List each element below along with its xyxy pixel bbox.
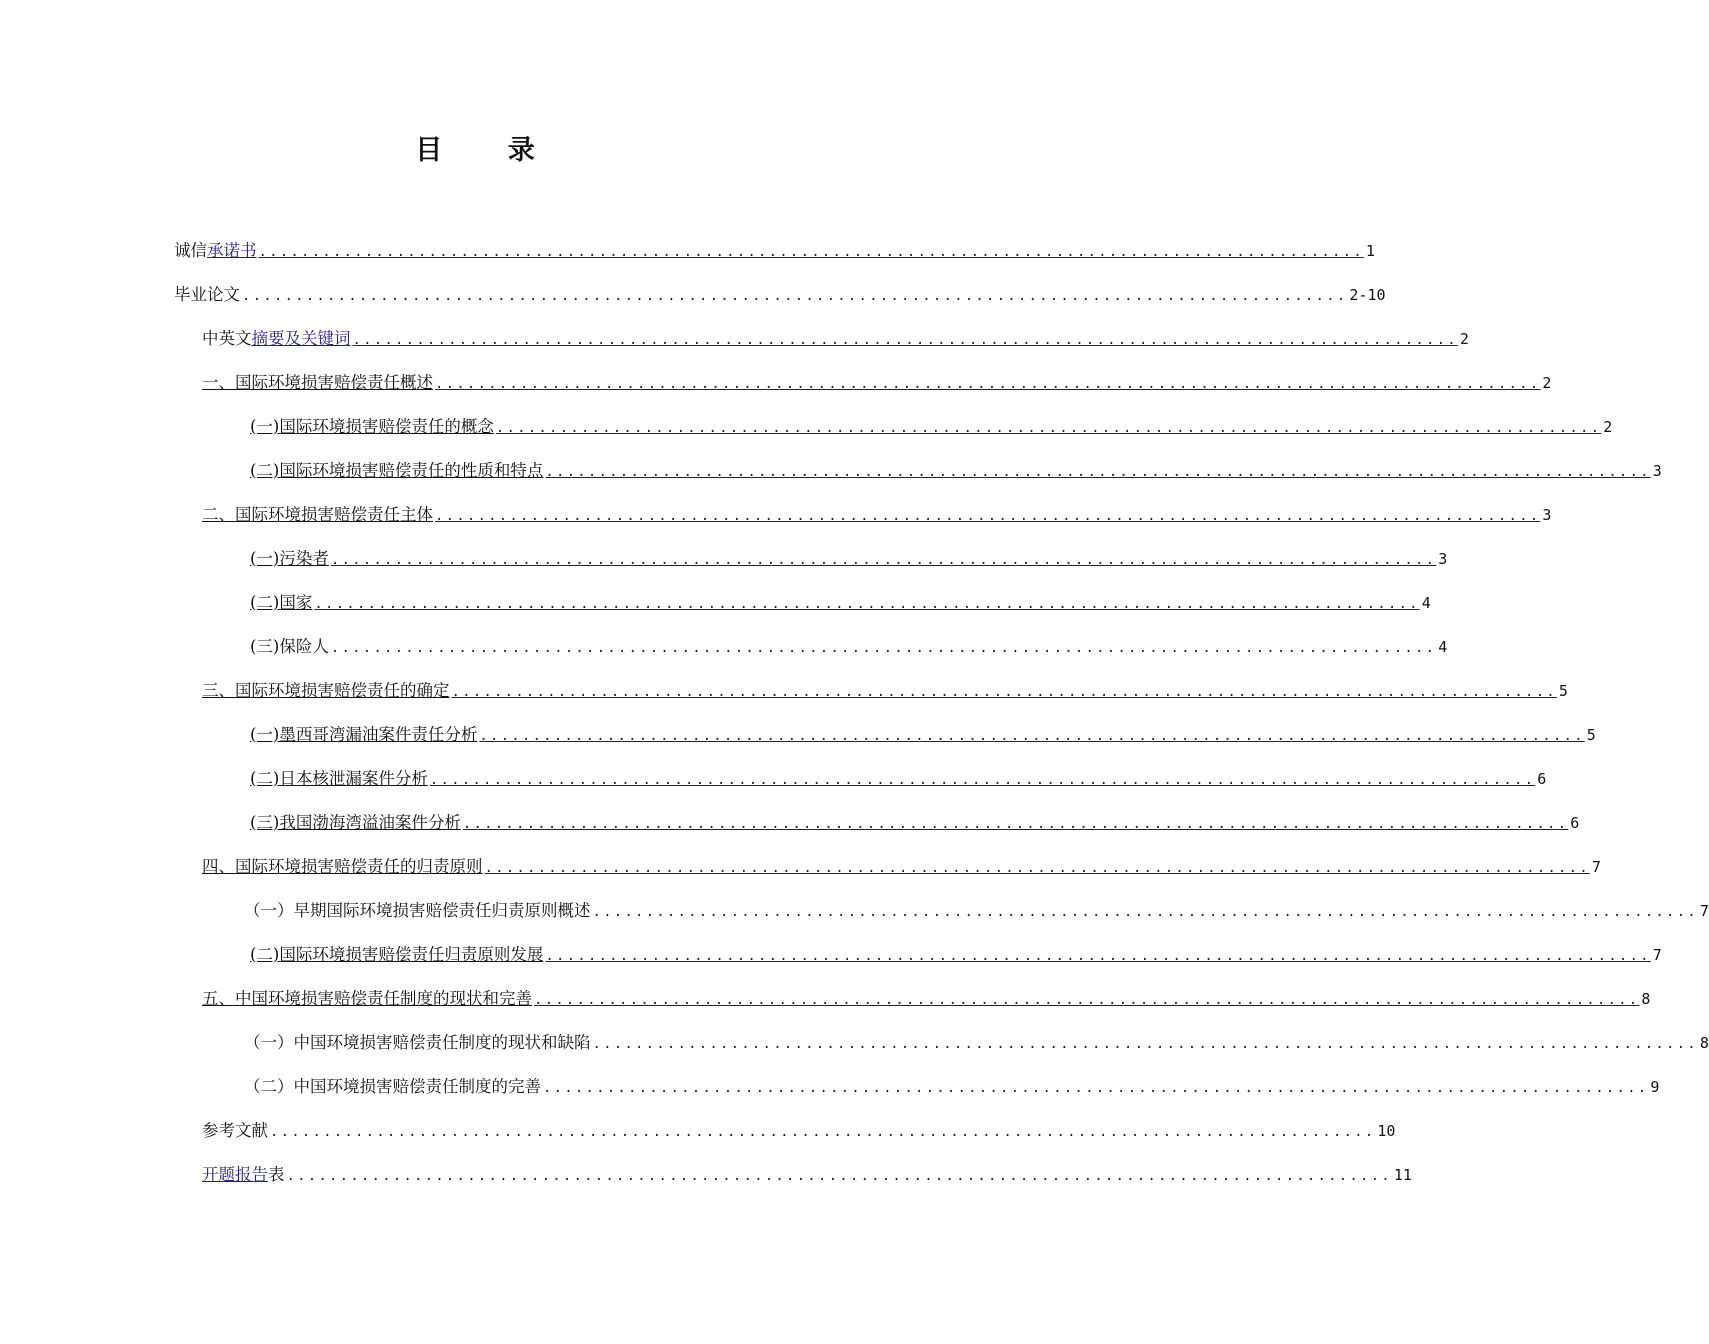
page-title: 目 录 xyxy=(415,135,563,166)
toc-leader-dots: ........................................................................................................ xyxy=(545,948,1651,964)
toc-entry-label: 二、国际环境损害赔偿责任主体 xyxy=(202,505,433,524)
toc-entry-label: (二)国家 xyxy=(250,593,313,612)
toc-entry[interactable] xyxy=(202,502,1552,528)
toc-leader-dots: ........................................................................................................ xyxy=(534,992,1640,1008)
toc-leader-dots: ........................................................................................................ xyxy=(270,1124,1376,1140)
toc-leader-dots: ........................................................................................................ xyxy=(484,860,1590,876)
toc-page-number: 6 xyxy=(1537,770,1547,788)
toc-entry[interactable] xyxy=(250,414,1613,440)
toc-entry-label: 参考文献 xyxy=(202,1121,268,1140)
toc-entry[interactable] xyxy=(202,678,1568,704)
toc-entry-link[interactable]: 开题报告 xyxy=(202,1165,268,1184)
toc-page-number: 11 xyxy=(1393,1166,1412,1184)
toc-entry-link[interactable]: 承诺书 xyxy=(207,241,257,260)
toc-entry[interactable] xyxy=(202,370,1552,396)
toc-entry[interactable] xyxy=(244,1074,1660,1100)
toc-leader-dots: ........................................................................................................ xyxy=(330,552,1437,568)
toc-entry-label: (一)国际环境损害赔偿责任的概念 xyxy=(250,417,494,436)
toc-entry[interactable] xyxy=(202,986,1651,1012)
toc-page-number: 10 xyxy=(1377,1122,1396,1140)
toc-leader-dots: ........................................................................................................ xyxy=(286,1168,1392,1184)
toc-leader-dots: ........................................................................................................ xyxy=(592,1036,1698,1052)
toc-entry-label: 表 xyxy=(268,1165,285,1184)
toc-entry-label: 五、中国环境损害赔偿责任制度的现状和完善 xyxy=(202,989,532,1008)
toc-page-number: 7 xyxy=(1652,946,1662,964)
toc-entry[interactable] xyxy=(244,898,1709,924)
toc-entry[interactable] xyxy=(202,1118,1396,1144)
toc-entry[interactable] xyxy=(244,1030,1709,1056)
toc-page-number: 2 xyxy=(1603,418,1613,436)
toc-leader-dots: ........................................................................................................ xyxy=(543,1080,1649,1096)
toc-entry-link[interactable]: 摘要及关键词 xyxy=(251,329,351,348)
toc-entry-label: (一)墨西哥湾漏油案件责任分析 xyxy=(250,725,478,744)
toc-entry[interactable] xyxy=(250,722,1596,748)
toc-page-number: 4 xyxy=(1438,638,1448,656)
toc-leader-dots: ........................................................................................................ xyxy=(330,640,1437,656)
toc-page-number: 8 xyxy=(1641,990,1651,1008)
toc-page-number: 2 xyxy=(1542,374,1552,392)
toc-entry-label: (二)国际环境损害赔偿责任归责原则发展 xyxy=(250,945,544,964)
toc-leader-dots: ........................................................................................................ xyxy=(592,904,1698,920)
toc-entry[interactable] xyxy=(250,546,1448,572)
toc-entry[interactable] xyxy=(250,634,1448,660)
toc-page-number: 7 xyxy=(1699,902,1709,920)
toc-leader-dots: ........................................................................................................ xyxy=(462,816,1569,832)
toc-entry-label: （一）中国环境损害赔偿责任制度的现状和缺陷 xyxy=(244,1033,591,1052)
toc-leader-dots: ........................................................................................................ xyxy=(545,464,1651,480)
toc-entry[interactable] xyxy=(250,590,1431,616)
toc-entry-label: (三)保险人 xyxy=(250,637,329,656)
toc-entry-label: (一)污染者 xyxy=(250,549,329,568)
toc-page-number: 8 xyxy=(1699,1034,1709,1052)
toc-entry-label: （一）早期国际环境损害赔偿责任归责原则概述 xyxy=(244,901,591,920)
toc-page-number: 5 xyxy=(1558,682,1568,700)
toc-leader-dots: ........................................................................................................ xyxy=(451,684,1557,700)
toc-entry[interactable] xyxy=(250,942,1662,968)
toc-leader-dots: ........................................................................................................ xyxy=(352,332,1458,348)
toc-leader-dots: ........................................................................................................ xyxy=(479,728,1585,744)
toc-page-number: 4 xyxy=(1421,594,1431,612)
toc-entry[interactable] xyxy=(250,766,1547,792)
toc-page-number: 1 xyxy=(1365,242,1375,260)
toc-entry-label: 一、国际环境损害赔偿责任概述 xyxy=(202,373,433,392)
toc-entry[interactable] xyxy=(202,1162,1412,1188)
toc-entry[interactable] xyxy=(202,854,1601,880)
toc-leader-dots: ........................................................................................................ xyxy=(242,288,1348,304)
toc-entry[interactable] xyxy=(174,238,1375,264)
toc-page-number: 2-10 xyxy=(1349,286,1386,304)
toc-entry-label: 四、国际环境损害赔偿责任的归责原则 xyxy=(202,857,483,876)
toc-entry[interactable] xyxy=(174,282,1386,308)
toc-leader-dots: ........................................................................................................ xyxy=(314,596,1420,612)
toc-page-number: 9 xyxy=(1650,1078,1660,1096)
toc-entry-label: (二)日本核泄漏案件分析 xyxy=(250,769,428,788)
toc-entry[interactable] xyxy=(202,326,1469,352)
toc-entry[interactable] xyxy=(250,810,1580,836)
toc-entry-label: 毕业论文 xyxy=(174,285,240,304)
toc-page-number: 3 xyxy=(1542,506,1552,524)
toc-leader-dots: ........................................................................................................ xyxy=(435,376,1541,392)
toc-entry-label: (三)我国渤海湾溢油案件分析 xyxy=(250,813,461,832)
toc-leader-dots: ........................................................................................................ xyxy=(258,244,1364,260)
toc-entry-label: (二)国际环境损害赔偿责任的性质和特点 xyxy=(250,461,544,480)
toc-page-number: 5 xyxy=(1586,726,1596,744)
toc-page-number: 6 xyxy=(1570,814,1580,832)
toc-entry-label: 诚信 xyxy=(174,241,207,260)
toc-entry-label: 三、国际环境损害赔偿责任的确定 xyxy=(202,681,450,700)
toc-page-number: 7 xyxy=(1591,858,1601,876)
toc-page-number: 3 xyxy=(1652,462,1662,480)
toc-leader-dots: ........................................................................................................ xyxy=(435,508,1541,524)
toc-page-number: 3 xyxy=(1438,550,1448,568)
toc-entry-label: 中英文 xyxy=(202,329,252,348)
toc-leader-dots: ........................................................................................................ xyxy=(495,420,1602,436)
toc-entry[interactable] xyxy=(250,458,1662,484)
toc-page-number: 2 xyxy=(1459,330,1469,348)
toc-leader-dots: ........................................................................................................ xyxy=(429,772,1536,788)
toc-entry-label: （二）中国环境损害赔偿责任制度的完善 xyxy=(244,1077,541,1096)
